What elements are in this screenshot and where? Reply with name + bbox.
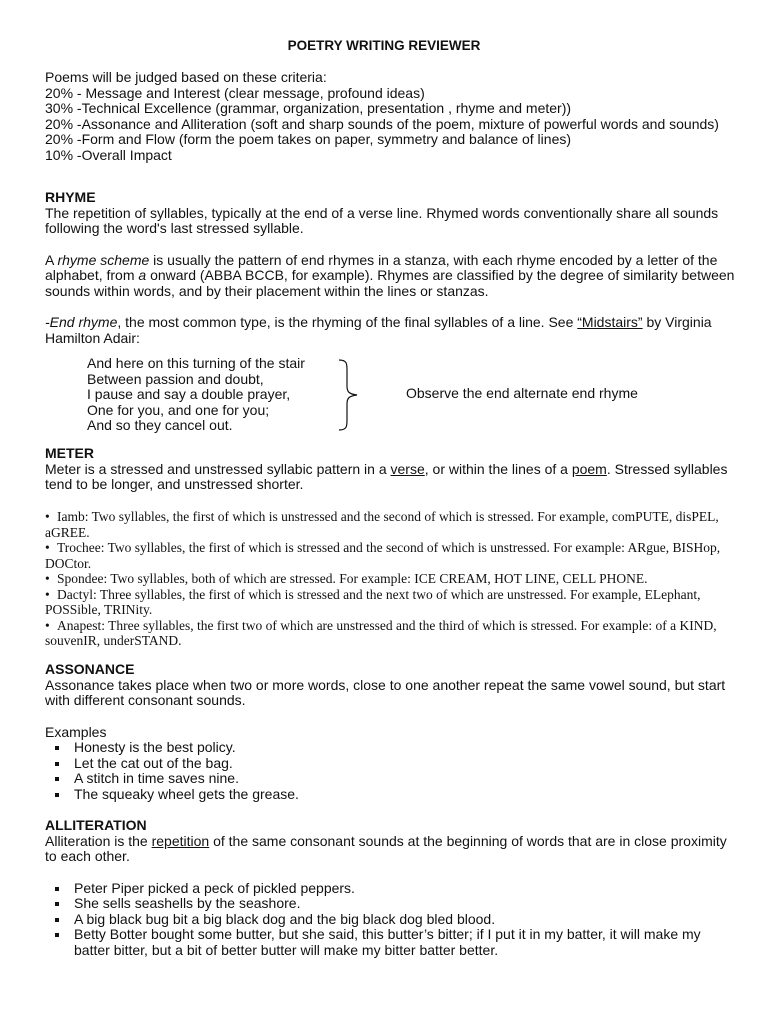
meter-heading: METER — [45, 445, 94, 461]
assonance-heading: ASSONANCE — [45, 661, 135, 677]
criteria-item: 20% -Assonance and Alliteration (soft and sharp sounds of the poem, mixture of powerful words and sounds) — [45, 115, 719, 132]
list-item: The squeaky wheel gets the grease. — [45, 787, 735, 803]
verse-link[interactable]: verse — [390, 460, 425, 477]
criteria-intro: Poems will be judged based on these criteria: — [45, 69, 327, 85]
examples-label: Examples — [45, 723, 107, 740]
criteria-item: 20% - Message and Interest (clear message, profound ideas) — [45, 84, 425, 101]
bullet-icon: • — [45, 509, 50, 524]
list-item: • Trochee: Two syllables, the first of which is stressed and the second of which is unstressed. For example: ARgue, BISHop, DOCtor. — [45, 540, 721, 571]
poem-line: And here on this turning of the stair — [87, 355, 305, 371]
assonance-section — [45, 662, 735, 802]
alliteration-heading: ALLITERATION — [45, 817, 147, 833]
midstairs-link[interactable]: “Midstairs” — [577, 314, 643, 330]
bullet-icon: • — [45, 571, 50, 586]
repetition-link[interactable]: repetition — [151, 832, 210, 849]
list-item: • Iamb: Two syllables, the first of which is unstressed and the second of which is stressed. For example, comPUTE, disPEL, aGREE. — [45, 509, 719, 540]
poem-line: And so they cancel out. — [87, 417, 233, 433]
document-title: POETRY WRITING REVIEWER — [287, 38, 481, 53]
list-item: Betty Botter bought some butter, but she said, this butter’s bitter; if I put it in my batter, it will make my batter bitter, but a bit of better butter will make my bitter batter better. — [45, 927, 735, 958]
alliteration-examples — [45, 881, 735, 959]
assonance-definition: Assonance takes place when two or more words, close to one another repeat the same vowel sound, but start with different consonant sounds. — [45, 676, 726, 708]
list-item: Peter Piper picked a peck of pickled peppers. — [45, 881, 735, 897]
list-item: Let the cat out of the bag. — [45, 756, 735, 772]
poem-line: Between passion and doubt, — [87, 370, 264, 387]
bullet-icon: • — [45, 586, 50, 602]
poem-excerpt — [87, 356, 367, 434]
end-rhyme-paragraph: -End rhyme, the most common type, is the rhyming of the final syllables of a line. See “Midstairs” by Virginia Hamilton Adair: — [45, 314, 712, 346]
criteria-item: 20% -Form and Flow (form the poem takes on paper, symmetry and balance of lines) — [45, 131, 572, 147]
curly-brace-icon — [333, 358, 363, 432]
rhyme-scheme-paragraph: A rhyme scheme is usually the pattern of end rhymes in a stanza, with each rhyme encoded by a letter of the alphabet, from a onward (ABBA BCCB, for example). Rhymes are classified by the degree of similarity between sounds within words, and by their placement within the lines or stanzas. — [45, 251, 735, 299]
poem-line: One for you, and one for you; — [87, 401, 270, 418]
alliteration-definition: Alliteration is the repetition of the same consonant sounds at the beginning of words that are in close proximity to each other. — [45, 832, 727, 864]
poem-link[interactable]: poem — [571, 460, 607, 477]
criteria-item: 10% -Overall Impact — [45, 146, 172, 163]
list-item: • Dactyl: Three syllables, the first of which is stressed and the next two of which are unstressed. For example, ELephant, POSSible, TRINity. — [45, 586, 701, 617]
list-item: • Spondee: Two syllables, both of which are stressed. For example: ICE CREAM, HOT LINE, CELL PHONE. — [45, 571, 648, 586]
bullet-icon: • — [45, 617, 50, 633]
assonance-examples — [45, 740, 735, 802]
list-item: Honesty is the best policy. — [45, 740, 735, 756]
list-item: • Anapest: Three syllables, the first two of which are unstressed and the third of which is stressed. For example: of a KIND, souvenIR, underSTAND. — [45, 617, 717, 648]
criteria-item: 30% -Technical Excellence (grammar, organization, presentation , rhyme and meter)) — [45, 100, 572, 116]
rhyme-heading: RHYME — [45, 189, 96, 205]
bullet-icon: • — [45, 540, 50, 555]
list-item: A stitch in time saves nine. — [45, 771, 735, 787]
meter-list — [45, 509, 735, 649]
list-item: She sells seashells by the seashore. — [45, 896, 735, 912]
observe-note: Observe the end alternate end rhyme — [406, 385, 638, 401]
criteria-section — [45, 70, 735, 163]
rhyme-section — [45, 190, 735, 346]
list-item: A big black bug bit a big black dog and the big black dog bled blood. — [45, 912, 735, 928]
rhyme-definition: The repetition of syllables, typically at the end of a verse line. Rhymed words conventionally share all sounds following the word's last stressed syllable. — [45, 204, 719, 236]
alliteration-section — [45, 818, 735, 958]
poem-line: I pause and say a double prayer, — [87, 386, 291, 402]
meter-section — [45, 446, 735, 493]
meter-definition: Meter is a stressed and unstressed syllabic pattern in a verse, or within the lines of a poem. Stressed syllables tend to be longer, and unstressed shorter. — [45, 460, 728, 492]
